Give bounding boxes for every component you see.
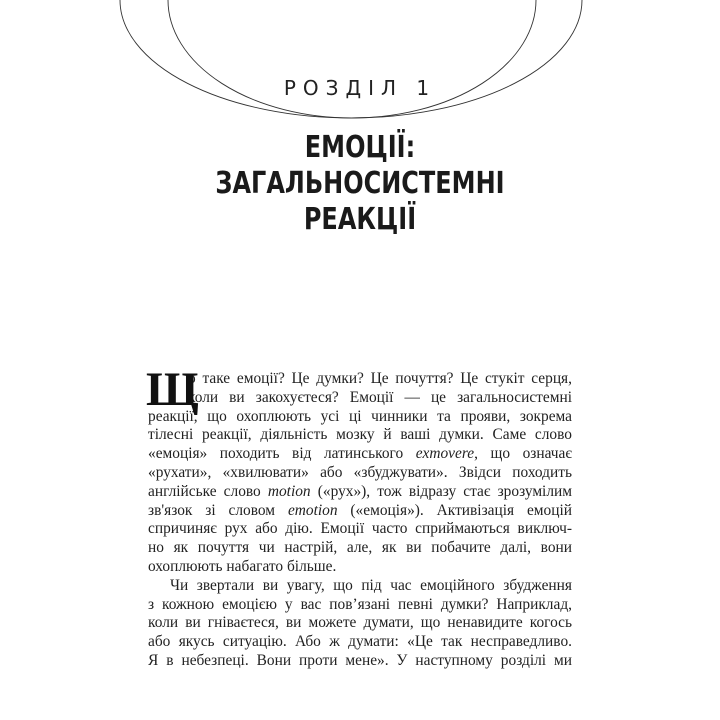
text-line: тілесні реакції, діяльність мозку й ваші думки. Саме слово (148, 426, 572, 444)
outer-ellipse (120, 0, 582, 118)
title-line: РЕАКЦІЇ (303, 202, 417, 237)
text-line: о таке емоції? Це думки? Це почуття? Це стукіт серця, (188, 370, 572, 387)
text-line: зв'язок зі словом emotion («емоція»). Активізація емоцій (148, 501, 572, 519)
drop-cap: Щ (146, 363, 199, 416)
text-line: коли ви гніваєтеся, ви можете думати, що ненавидите когось (148, 614, 572, 632)
text-line: «рухати», «хвилювати» або «збуджувати». Звідси походить (148, 463, 572, 481)
title-line: ЗАГАЛЬНОСИСТЕМНІ (215, 166, 505, 201)
italic-term: exmovere (415, 445, 475, 463)
text-line: коли ви закохуєтеся? Емоції — це загальносистемні (188, 388, 572, 406)
text-line: но як почуття чи настрій, але, як ви побачите далі, вони (148, 539, 572, 557)
chapter-title (0, 130, 720, 238)
chapter-label: РОЗДІЛ 1 (283, 76, 437, 100)
text-line: Я в небезпеці. Вони проти мене». У наступному розділі ми (148, 651, 572, 669)
text-line: охоплюють набагато більше. (148, 557, 337, 575)
text-line: англійське слово motion («рух»), тож відразу стає зрозумілим (148, 482, 572, 500)
text-line: «емоція» походить від латинського exmovere, що означає (148, 445, 572, 463)
text-line: Чи звертали ви увагу, що під час емоційного збудження (170, 576, 572, 594)
inner-ellipse (168, 0, 536, 118)
italic-term: motion (267, 482, 311, 500)
text-line: спричиняє рух або дію. Емоції часто сприймаються виключ- (148, 520, 572, 538)
italic-term: emotion (287, 501, 338, 519)
text-line: або якусь ситуацію. Або ж думати: «Це так несправедливо. (148, 633, 572, 651)
body-text (146, 363, 572, 671)
text-line: реакції, що охоплюють усі ці чинники та прояви, зокрема (148, 407, 572, 425)
text-line: з кожною емоцією у вас пов’язані певні думки? Наприклад, (148, 595, 572, 613)
title-line: ЕМОЦІЇ: (304, 130, 416, 165)
